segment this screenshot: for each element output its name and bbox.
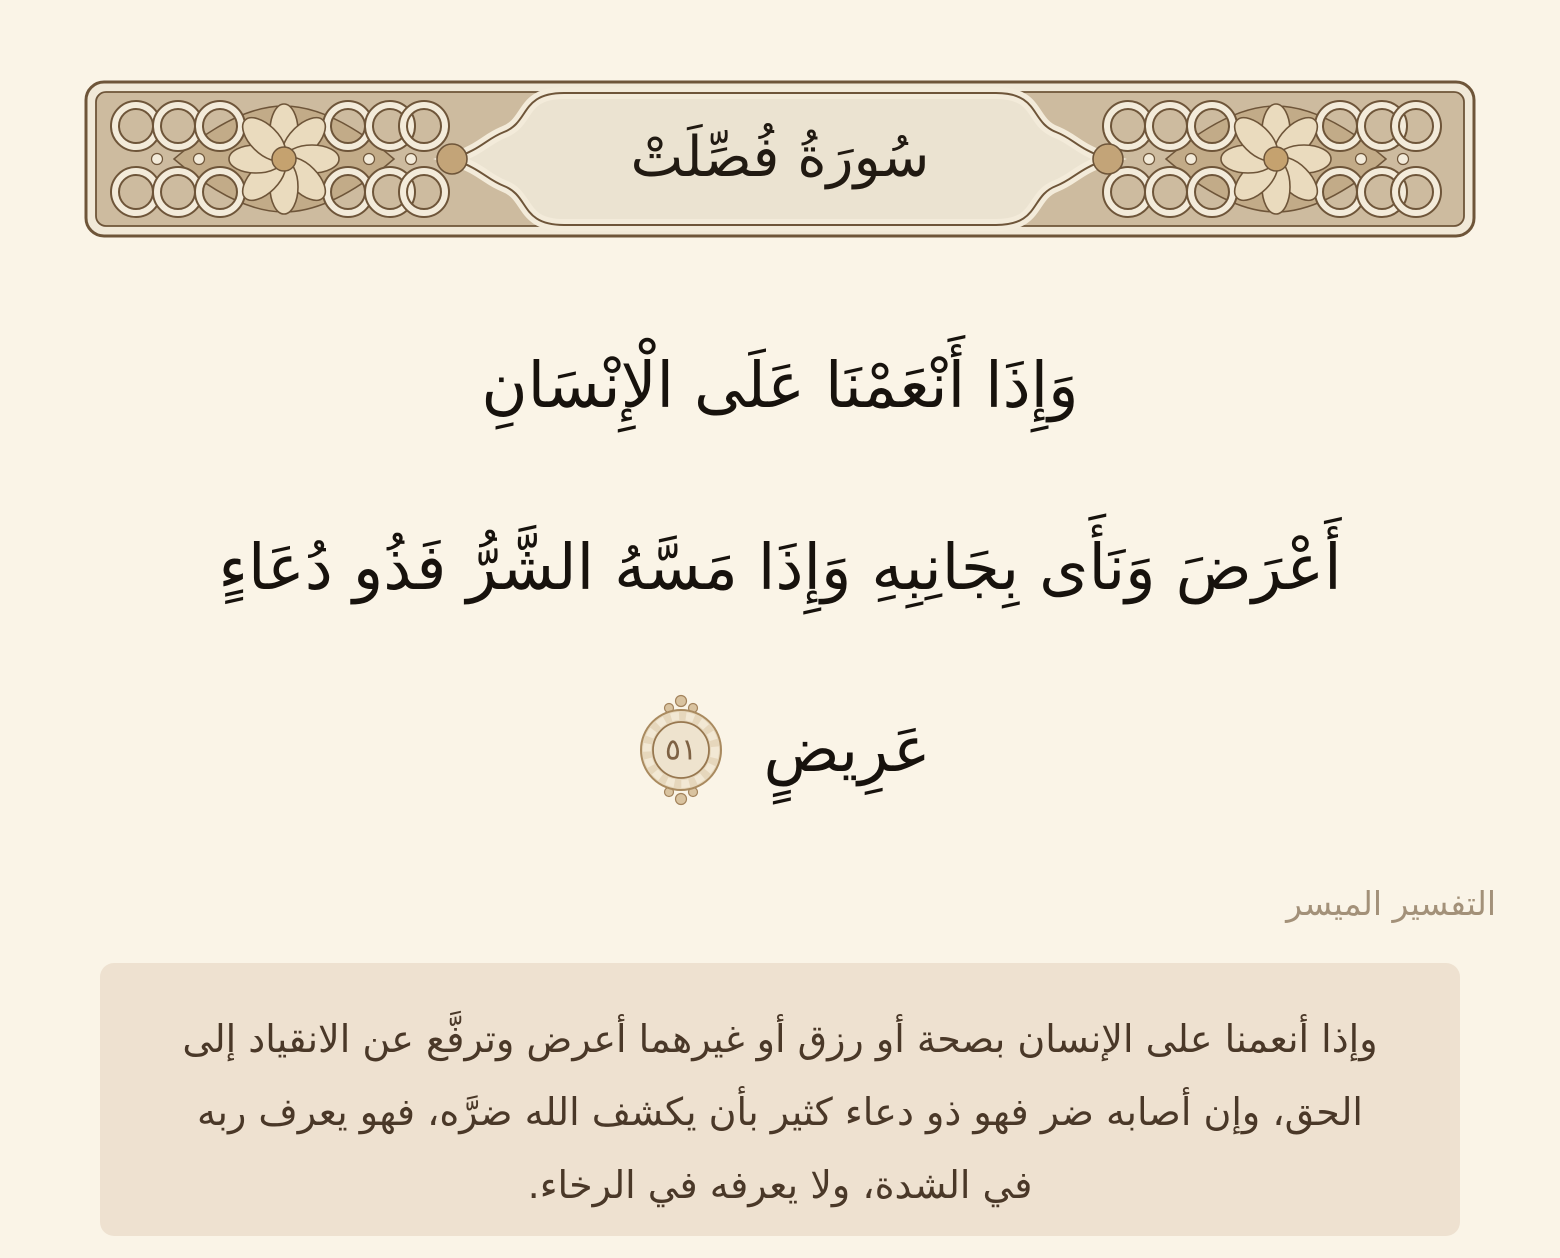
verse-line-2: أَعْرَضَ وَنَأَى بِجَانِبِهِ وَإِذَا مَسَّهُ الشَّرُّ فَذُو دُعَاءٍ [218, 531, 1342, 604]
verse-last-word: عَرِيضٍ [763, 713, 931, 786]
surah-title: سُورَةُ فُصِّلَتْ [630, 124, 930, 190]
verse-number-medallion [629, 693, 733, 807]
tafsir-text: وإذا أنعمنا على الإنسان بصحة أو رزق أو غيرهما أعرض وترفَّع عن الانقياد إلى الحق، وإن أصابه ضر فهو ذو دعاء كثير بأن يكشف الله ضرَّه، فهو يعرف ربه في الشدة، ولا يعرفه في الرخاء. [182, 1017, 1378, 1207]
verse-number: ٥١ [665, 732, 698, 768]
ornamental-border-graphic [84, 80, 1476, 238]
tafsir-box [100, 963, 1460, 1236]
verse-line-1: وَإِذَا أَنْعَمْنَا عَلَى الْإِنْسَانِ [481, 349, 1079, 422]
surah-header-banner [84, 80, 1476, 238]
tafsir-source-label: التفسير الميسر [1286, 884, 1496, 923]
verse-text-block [0, 295, 1560, 841]
verse-line-3 [0, 659, 1560, 841]
